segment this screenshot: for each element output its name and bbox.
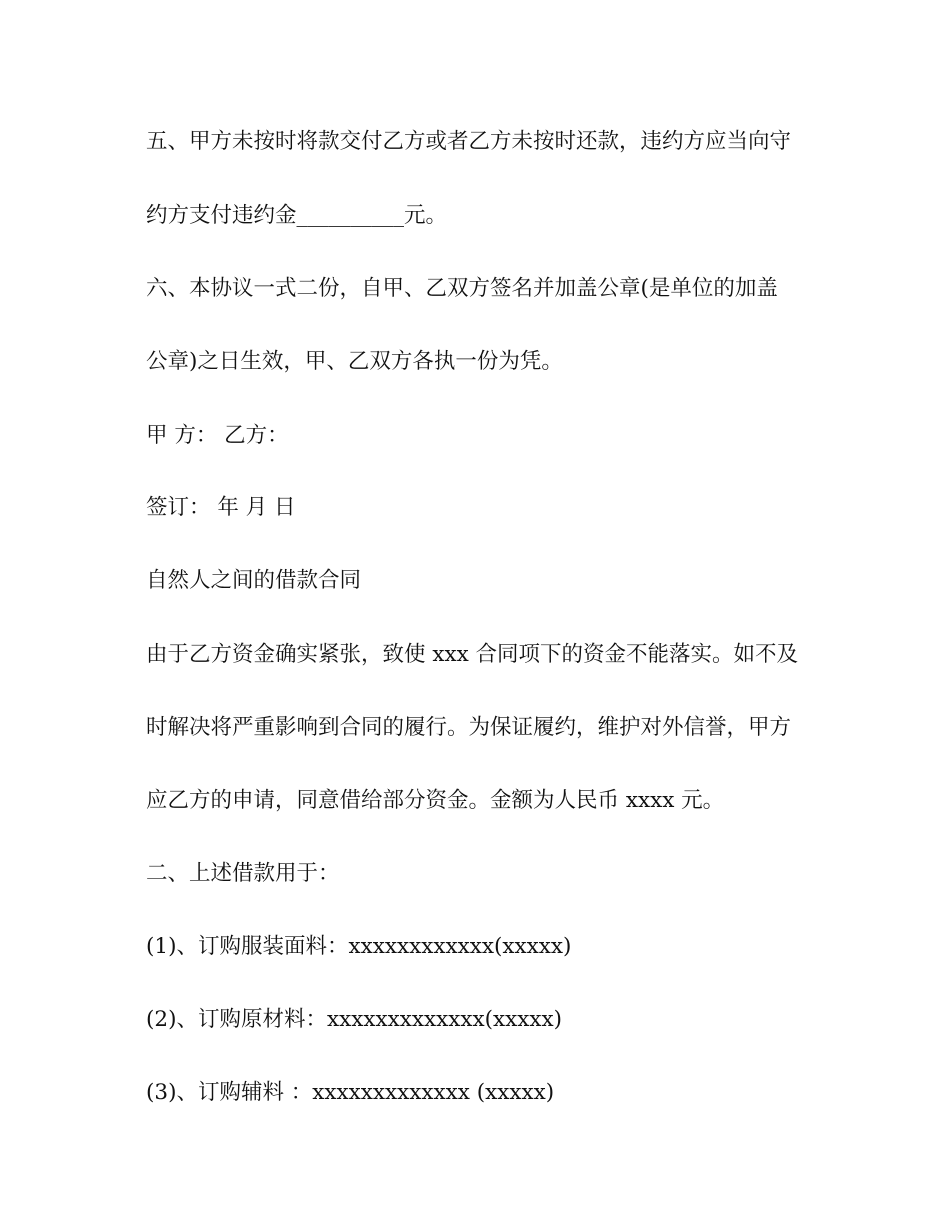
clause-six-line-2: 公章)之日生效，甲、乙双方各执一份为凭。 [146,349,563,374]
clause-six-line-1: 六、本协议一式二份，自甲、乙双方签名并加盖公章(是单位的加盖 [146,276,778,301]
intro-paragraph-line-1: 由于乙方资金确实紧张，致使 xxx 合同项下的资金不能落实。如不及 [146,642,799,667]
clause-five-line-1: 五、甲方未按时将款交付乙方或者乙方未按时还款，违约方应当向守 [146,129,792,154]
usage-item-3: (3)、订购辅料 ：xxxxxxxxxxxxx (xxxxx) [146,1080,555,1105]
clause-five-line-2: 约方支付违约金__________元。 [146,203,448,228]
contract-title: 自然人之间的借款合同 [146,568,362,593]
usage-item-1: (1)、订购服装面料：xxxxxxxxxxxx(xxxxx) [146,934,572,959]
clause-two-heading: 二、上述借款用于： [146,861,340,886]
signing-date-line: 签订： 年 月 日 [146,495,296,520]
intro-paragraph-line-3: 应乙方的申请，同意借给部分资金。金额为人民币 xxxx 元。 [146,788,725,813]
intro-paragraph-line-2: 时解决将严重影响到合同的履行。为保证履约，维护对外信誉，甲方 [146,715,792,740]
party-signature-line: 甲 方： 乙方： [146,423,289,448]
usage-item-2: (2)、订购原材料：xxxxxxxxxxxxx(xxxxx) [146,1007,562,1032]
